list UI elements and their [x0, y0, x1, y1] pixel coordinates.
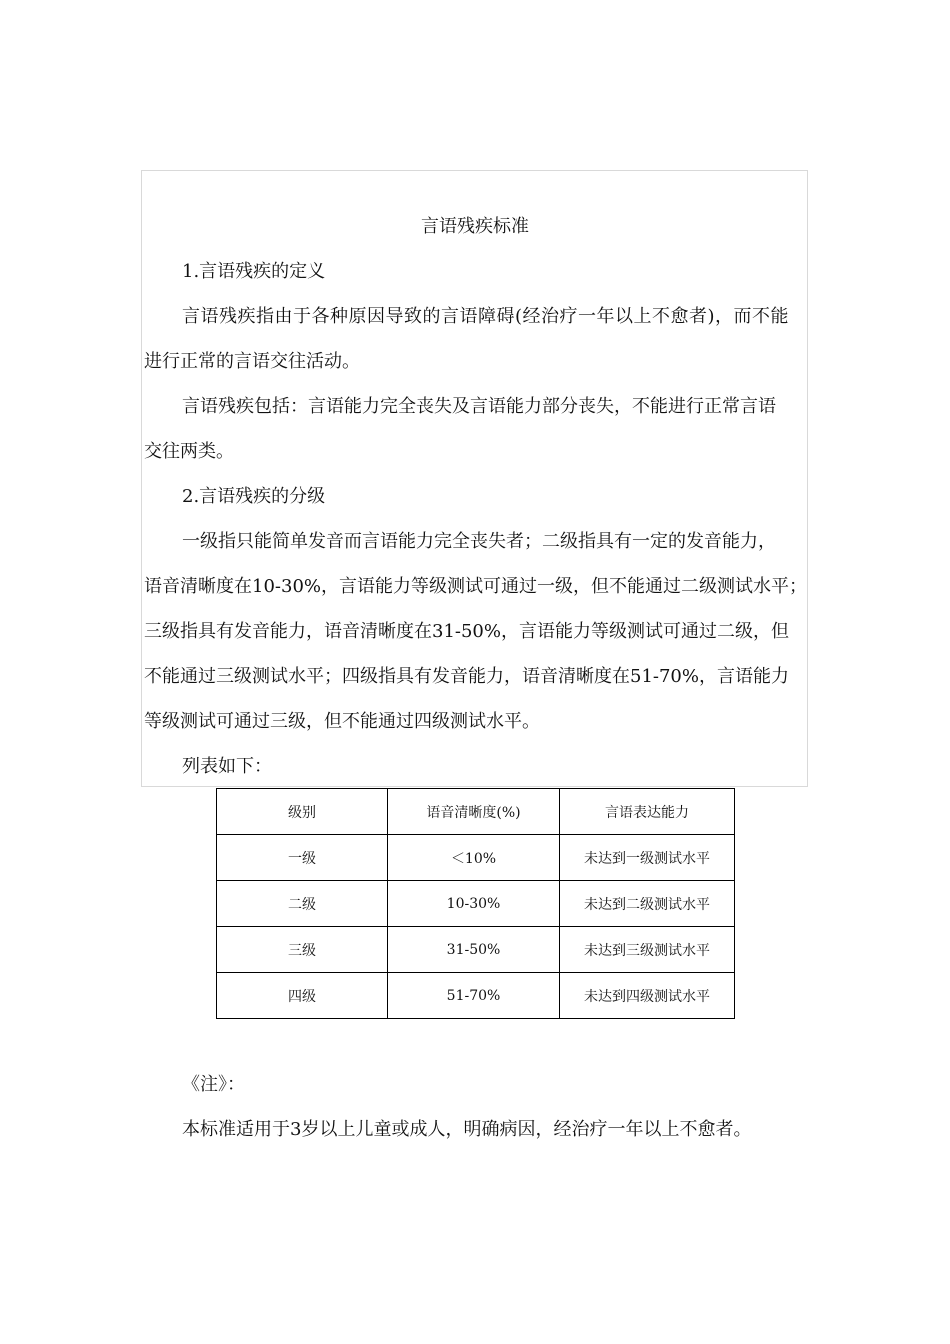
para-1-line-1: 言语残疾指由于各种原因导致的言语障碍(经治疗一年以上不愈者)，而不能: [182, 306, 790, 327]
note-text: 本标准适用于3岁以上儿童或成人，明确病因，经治疗一年以上不愈者。: [182, 1119, 752, 1140]
para-3-line-3: 三级指具有发音能力，语音清晰度在31-50%，言语能力等级测试可通过二级，但: [144, 621, 789, 642]
table-row: [217, 927, 735, 973]
table-row: [217, 881, 735, 927]
para-3-line-5: 等级测试可通过三级，但不能通过四级测试水平。: [144, 711, 540, 732]
para-2-line-2: 交往两类。: [144, 441, 234, 462]
table-cell: ＜10%: [388, 835, 560, 881]
section-2-heading: 2.言语残疾的分级: [182, 486, 326, 507]
para-2-line-1: 言语残疾包括：言语能力完全丧失及言语能力部分丧失，不能进行正常言语: [182, 396, 776, 417]
table-cell: 51-70%: [388, 973, 560, 1019]
document-title: 言语残疾标准: [421, 216, 529, 237]
table-header-row: [217, 789, 735, 835]
table-cell: 未达到三级测试水平: [560, 927, 735, 973]
table-cell: 四级: [217, 973, 388, 1019]
grade-table: [216, 788, 735, 1019]
para-3-line-4: 不能通过三级测试水平；四级指具有发音能力，语音清晰度在51-70%，言语能力: [144, 666, 789, 687]
list-intro: 列表如下：: [182, 756, 272, 777]
table-cell: 一级: [217, 835, 388, 881]
para-3-line-2: 语音清晰度在10-30%，言语能力等级测试可通过一级，但不能通过二级测试水平；: [144, 576, 807, 597]
table-row: [217, 973, 735, 1019]
note-heading: 《注》：: [182, 1074, 245, 1095]
table-cell: 10-30%: [388, 881, 560, 927]
table-cell: 未达到一级测试水平: [560, 835, 735, 881]
table-cell: 三级: [217, 927, 388, 973]
table-cell: 31-50%: [388, 927, 560, 973]
table-header-cell: 语音清晰度(%): [388, 789, 560, 835]
para-1-line-2: 进行正常的言语交往活动。: [144, 351, 360, 372]
table-cell: 未达到二级测试水平: [560, 881, 735, 927]
table-row: [217, 835, 735, 881]
para-3-line-1: 一级指只能简单发音而言语能力完全丧失者；二级指具有一定的发音能力，: [182, 531, 776, 552]
table-cell: 二级: [217, 881, 388, 927]
table-header-cell: 级别: [217, 789, 388, 835]
section-1-heading: 1.言语残疾的定义: [182, 261, 326, 282]
table-header-cell: 言语表达能力: [560, 789, 735, 835]
table-cell: 未达到四级测试水平: [560, 973, 735, 1019]
